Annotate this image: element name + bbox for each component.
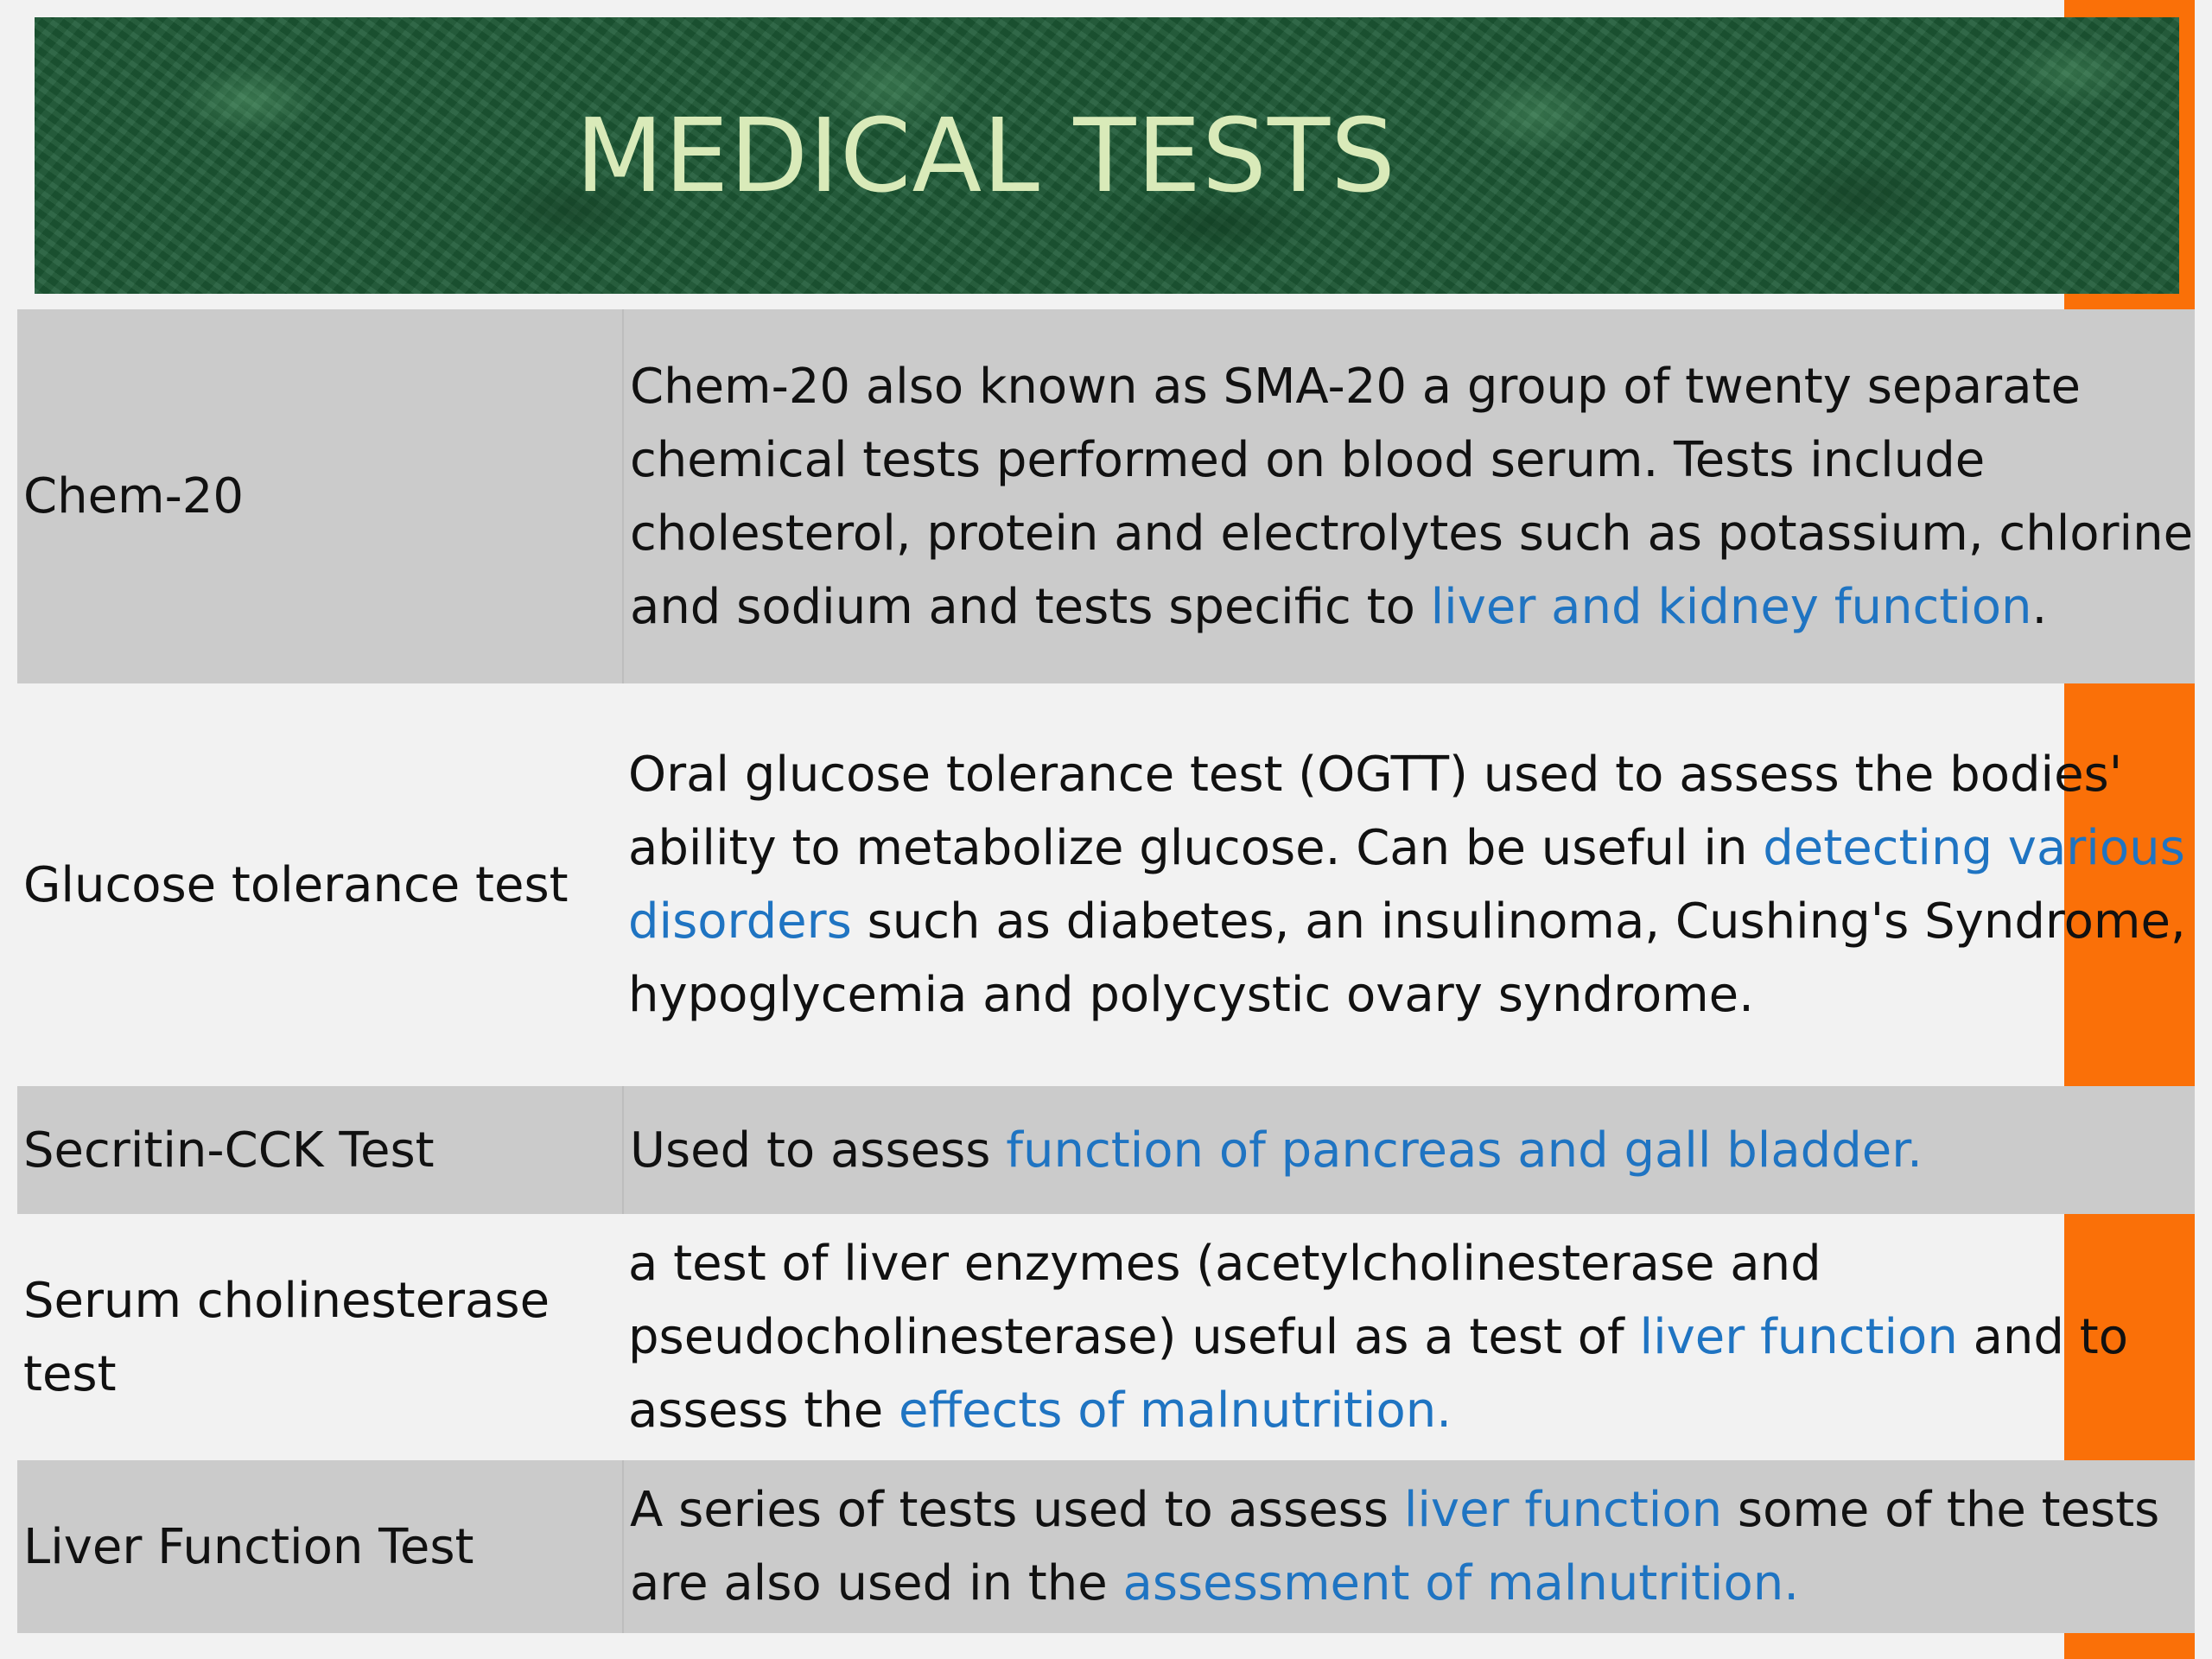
description-link[interactable]: function of pancreas and gall bladder. (1006, 1122, 1923, 1179)
table-row (17, 683, 2195, 1086)
title-banner (35, 17, 2179, 294)
description-text: and to assess the (628, 1309, 2128, 1439)
slide-title: MEDICAL TESTS (575, 96, 1396, 215)
description-text: such as diabetes, an insulinoma, Cushing's Syndrome, hypoglycemia and polycystic ovary syndrome. (628, 893, 2186, 1023)
description-text: . (2031, 578, 2048, 635)
table-row (17, 1086, 2195, 1214)
test-description (622, 1460, 2195, 1633)
description-link[interactable]: effects of malnutrition. (898, 1382, 1452, 1439)
description-link[interactable]: liver function (1639, 1309, 1958, 1365)
table-row (17, 1214, 2195, 1460)
description-text: A series of tests used to assess (630, 1482, 1404, 1538)
test-description (622, 1214, 2195, 1460)
test-name: Serum cholinesterase test (23, 1272, 550, 1402)
description-link[interactable]: liver and kidney function (1430, 578, 2032, 635)
description-text: a test of liver enzymes (acetylcholinesterase and pseudocholinesterase) useful as a test of (628, 1236, 1821, 1365)
description-text: some of the tests are also used in the (630, 1482, 2160, 1611)
table-row (17, 1460, 2195, 1633)
test-name: Secritin-CCK Test (17, 1086, 622, 1214)
test-name: Liver Function Test (17, 1460, 622, 1633)
test-name: Chem-20 (17, 309, 622, 683)
test-description (622, 309, 2195, 683)
test-name: Glucose tolerance test (23, 856, 569, 913)
test-description (622, 1086, 2195, 1214)
description-text: Used to assess (630, 1122, 1007, 1179)
description-text: Oral glucose tolerance test (OGTT) used to assess the bodies' ability to metabolize glucose. Can be useful in (628, 747, 2123, 876)
test-description (622, 683, 2195, 1086)
description-link[interactable]: liver function (1403, 1482, 1723, 1538)
description-link[interactable]: assessment of malnutrition. (1122, 1555, 1800, 1611)
table-row (17, 309, 2195, 683)
medical-tests-table (17, 309, 2195, 1633)
description-link[interactable]: detecting various disorders (628, 820, 2185, 950)
description-text: Chem-20 also known as SMA-20 a group of twenty separate chemical tests performed on blood serum. Tests include cholesterol, protein and electrolytes such as potassium, chlorine and sodium and tests specific to (630, 358, 2194, 635)
